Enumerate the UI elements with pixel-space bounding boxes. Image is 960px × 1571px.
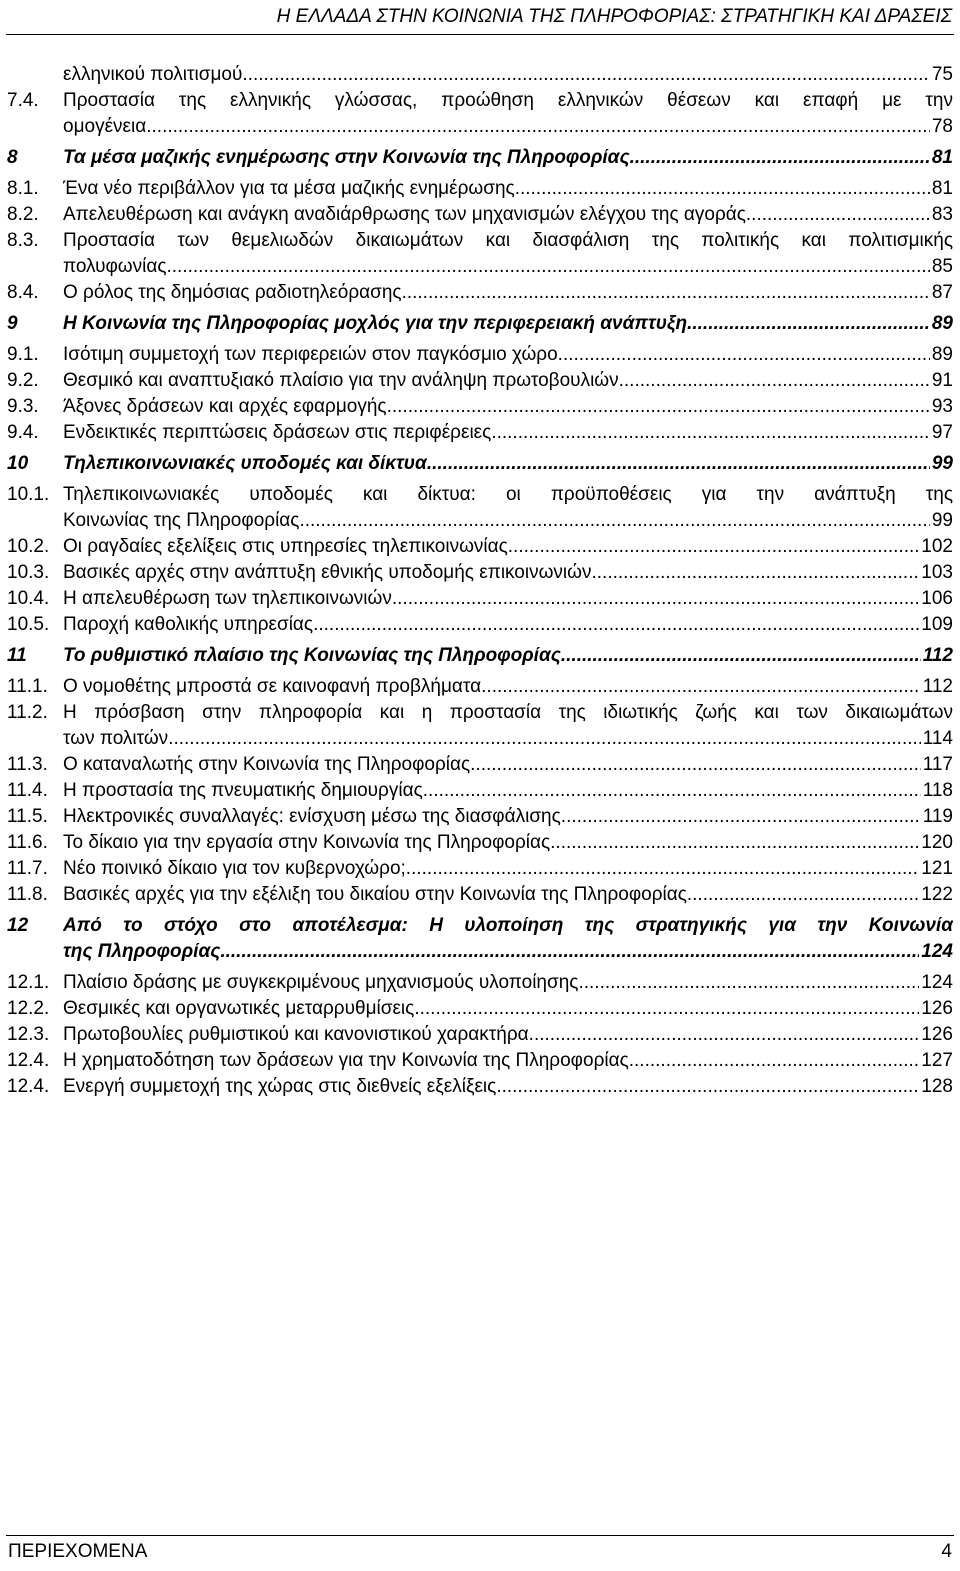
toc-entry[interactable]: [7, 534, 953, 560]
toc-entry-title: Η προστασία της πνευματικής δημιουργίας: [63, 780, 423, 801]
dot-leader: [496, 1074, 919, 1100]
toc-entry-number: 8.3.: [7, 230, 39, 251]
dot-leader: [313, 612, 919, 638]
toc-entry[interactable]: [7, 700, 953, 752]
toc-entry-title: Ο νομοθέτης μπροστά σε καινοφανή προβλήματα: [63, 676, 482, 697]
dot-leader: [427, 451, 930, 477]
toc-entry-page: 91: [931, 370, 953, 391]
toc-entry[interactable]: [7, 176, 953, 202]
toc-entry-page: 103: [921, 562, 953, 583]
toc-entry-number: 10.4.: [7, 588, 50, 609]
toc-entry-number: 11.1.: [7, 676, 48, 697]
toc-entry-number: 10.1.: [7, 484, 50, 505]
toc-entry-number: 10: [7, 453, 29, 474]
dot-leader: [406, 856, 920, 882]
dot-leader: [550, 830, 919, 856]
dot-leader: [561, 804, 921, 830]
toc-entry-page: 120: [921, 832, 953, 853]
toc-chapter-entry[interactable]: [7, 145, 953, 171]
toc-entry-title: Η Κοινωνία της Πληροφορίας μοχλός για την περιφερειακή ανάπτυξη: [63, 313, 688, 334]
dot-leader: [529, 1022, 920, 1048]
toc-entry-page: 106: [921, 588, 953, 609]
toc-entry-title: Τηλεπικοινωνιακές υποδομές και δίκτυα: οι προϋποθέσεις για την ανάπτυξη της: [63, 484, 953, 505]
footer-section-label: ΠΕΡΙΕΧΟΜΕΝΑ: [8, 1541, 148, 1562]
toc-entry[interactable]: [7, 1022, 953, 1048]
toc-entry-number: 11.4.: [7, 780, 48, 801]
toc-entry-page: 102: [921, 536, 953, 557]
toc-entry-title: Οι ραγδαίες εξελίξεις στις υπηρεσίες τηλεπικοινωνίας: [63, 536, 508, 557]
toc-entry-title: Η χρηματοδότηση των δράσεων για την Κοινωνία της Πληροφορίας: [63, 1050, 629, 1071]
toc-entry-page: 127: [921, 1050, 953, 1071]
toc-entry-number: 12.4.: [7, 1076, 50, 1097]
toc-entry[interactable]: [7, 856, 953, 882]
dot-leader: [414, 996, 919, 1022]
toc-entry-title: Νέο ποινικό δίκαιο για τον κυβερνοχώρο;: [63, 858, 406, 879]
toc-entry-number: 7.4.: [7, 90, 39, 111]
toc-entry-title: Από το στόχο στο αποτέλεσμα: Η υλοποίηση της στρατηγικής για την Κοινωνία: [63, 915, 953, 936]
toc-entry-number: 12.3.: [7, 1024, 50, 1045]
toc-entry-page: 112: [922, 645, 953, 666]
toc-entry-number: 12: [7, 915, 29, 936]
toc-entry-number: 11: [7, 645, 27, 666]
toc-chapter-entry[interactable]: [7, 451, 953, 477]
toc-entry-number: 9.1.: [7, 344, 39, 365]
toc-entry[interactable]: [7, 752, 953, 778]
toc-entry-page: 81: [931, 178, 953, 199]
toc-entry-number: 8.4.: [7, 282, 39, 303]
dot-leader: [561, 643, 921, 669]
toc-entry-page: 78: [931, 116, 953, 137]
toc-chapter-entry[interactable]: [7, 643, 953, 669]
toc-entry[interactable]: [7, 674, 953, 700]
toc-entry-title: Απελευθέρωση και ανάγκη αναδιάρθρωσης των μηχανισμών ελέγχου της αγοράς: [63, 204, 746, 225]
toc-entry[interactable]: [7, 830, 953, 856]
toc-entry[interactable]: [7, 62, 953, 88]
toc-entry-title: Άξονες δράσεων και αρχές εφαρμογής: [63, 396, 387, 417]
toc-entry-page: 87: [931, 282, 953, 303]
toc-entry-title: Βασικές αρχές στην ανάπτυξη εθνικής υποδομής επικοινωνιών: [63, 562, 592, 583]
toc-entry-page: 114: [922, 728, 953, 749]
dot-leader: [481, 674, 921, 700]
dot-leader: [629, 1048, 920, 1074]
toc-entry[interactable]: [7, 280, 953, 306]
toc-entry[interactable]: [7, 804, 953, 830]
toc-entry-page: 126: [921, 998, 953, 1019]
dot-leader: [578, 970, 919, 996]
toc-entry[interactable]: [7, 882, 953, 908]
toc-entry-page: 109: [921, 614, 953, 635]
toc-entry-title: Πλαίσιο δράσης με συγκεκριμένους μηχανισμούς υλοποίησης: [63, 972, 579, 993]
toc-entry-title: Το δίκαιο για την εργασία στην Κοινωνία της Πληροφορίας: [63, 832, 551, 853]
toc-entry-number: 9.2.: [7, 370, 39, 391]
dot-leader: [423, 778, 921, 804]
toc-entry-page: 117: [922, 754, 953, 775]
toc-entry[interactable]: [7, 482, 953, 534]
toc-entry[interactable]: [7, 996, 953, 1022]
toc-entry-number: 8.2.: [7, 204, 39, 225]
toc-entry[interactable]: [7, 342, 953, 368]
toc-entry-page: 89: [931, 344, 953, 365]
toc-entry-page: 118: [922, 780, 953, 801]
toc-entry-page: 119: [922, 806, 953, 827]
dot-leader: [591, 560, 919, 586]
toc-entry-page: 83: [931, 204, 953, 225]
dot-leader: [387, 394, 930, 420]
toc-entry-page: 121: [921, 858, 953, 879]
toc-entry-title-continuation: των πολιτών: [63, 728, 169, 749]
toc-entry-page: 112: [922, 676, 953, 697]
toc-entry-number: 12.2.: [7, 998, 50, 1019]
toc-entry-number: 12.4.: [7, 1050, 50, 1071]
toc-entry-page: 128: [921, 1076, 953, 1097]
toc-entry-number: 8: [7, 147, 18, 168]
toc-entry-title: Τα μέσα μαζικής ενημέρωσης στην Κοινωνία της Πληροφορίας: [63, 147, 630, 168]
toc-entry-page: 75: [931, 64, 953, 85]
toc-entry-title: Η πρόσβαση στην πληροφορία και η προστασία της ιδιωτικής ζωής και των δικαιωμάτων: [63, 702, 953, 723]
toc-entry-title: Πρωτοβουλίες ρυθμιστικού και κανονιστικού χαρακτήρα: [63, 1024, 529, 1045]
toc-entry[interactable]: [7, 1074, 953, 1100]
dot-leader: [167, 254, 930, 280]
toc-entry-title: Ενεργή συμμετοχή της χώρας στις διεθνείς εξελίξεις: [63, 1076, 497, 1097]
toc-entry-number: 10.3.: [7, 562, 50, 583]
toc-entry-page: 93: [931, 396, 953, 417]
dot-leader: [687, 311, 930, 337]
toc-entry-title: Θεσμικές και οργανωτικές μεταρρυθμίσεις: [63, 998, 415, 1019]
toc-entry-title: Η απελευθέρωση των τηλεπικοινωνιών: [63, 588, 392, 609]
toc-entry[interactable]: [7, 420, 953, 446]
toc-entry[interactable]: [7, 228, 953, 280]
toc-entry-number: 9: [7, 313, 18, 334]
toc-entry-title: ελληνικού πολιτισμού: [63, 64, 243, 85]
toc-entry-title: Ο ρόλος της δημόσιας ραδιοτηλεόρασης: [63, 282, 402, 303]
toc-entry-number: 11.5.: [7, 806, 48, 827]
toc-entry-page: 81: [931, 147, 953, 168]
toc-entry-page: 126: [921, 1024, 953, 1045]
dot-leader: [402, 280, 930, 306]
running-header: Η ΕΛΛΑΔΑ ΣΤΗΝ ΚΟΙΝΩΝΙΑ ΤΗΣ ΠΛΗΡΟΦΟΡΙΑΣ: ΣΤΡΑΤΗΓΙΚΗ ΚΑΙ ΔΡΑΣΕΙΣ: [276, 6, 952, 27]
toc-entry[interactable]: [7, 1048, 953, 1074]
toc-entry-title: Ηλεκτρονικές συναλλαγές: ενίσχυση μέσω της διασφάλισης: [63, 806, 561, 827]
dot-leader: [470, 752, 921, 778]
toc-entry[interactable]: [7, 970, 953, 996]
toc-entry-title: Το ρυθμιστικό πλαίσιο της Κοινωνίας της Πληροφορίας: [63, 645, 561, 666]
toc-entry-number: 11.2.: [7, 702, 48, 723]
toc-entry-title: Ένα νέο περιβάλλον για τα μέσα μαζικής ενημέρωσης: [63, 178, 515, 199]
dot-leader: [168, 726, 921, 752]
toc-entry-number: 9.4.: [7, 422, 39, 443]
dot-leader: [220, 939, 919, 965]
header-rule: [6, 34, 954, 35]
dot-leader: [558, 342, 930, 368]
toc-entry[interactable]: [7, 560, 953, 586]
dot-leader: [392, 586, 919, 612]
dot-leader: [515, 176, 930, 202]
toc-entry-title-continuation: πολυφωνίας: [63, 256, 167, 277]
footer-rule: [6, 1535, 954, 1536]
toc-entry-title-continuation: Κοινωνίας της Πληροφορίας: [63, 510, 300, 531]
dot-leader: [242, 62, 929, 88]
toc-entry[interactable]: [7, 88, 953, 140]
toc-entry-number: 8.1.: [7, 178, 39, 199]
toc-chapter-entry[interactable]: [7, 913, 953, 965]
toc-entry-number: 11.8.: [7, 884, 48, 905]
toc-entry-page: 124: [921, 972, 953, 993]
footer-page-number: 4: [941, 1541, 952, 1562]
dot-leader: [746, 202, 930, 228]
toc-entry-title: Προστασία της ελληνικής γλώσσας, προώθηση ελληνικών θέσεων και επαφή με την: [63, 90, 953, 111]
toc-entry-title-continuation: της Πληροφορίας: [63, 941, 221, 962]
toc-entry[interactable]: [7, 778, 953, 804]
toc-entry-number: 11.6.: [7, 832, 48, 853]
toc-entry-number: 10.2.: [7, 536, 50, 557]
toc-entry-title-continuation: ομογένεια: [63, 116, 147, 137]
toc-entry-title: Τηλεπικοινωνιακές υποδομές και δίκτυα: [63, 453, 427, 474]
dot-leader: [687, 882, 919, 908]
toc-entry-page: 89: [931, 313, 953, 334]
toc-entry-title: Ενδεικτικές περιπτώσεις δράσεων στις περιφέρειες: [63, 422, 492, 443]
toc-entry-page: 85: [931, 256, 953, 277]
toc-entry-page: 99: [931, 453, 953, 474]
dot-leader: [508, 534, 920, 560]
toc-entry-page: 97: [931, 422, 953, 443]
dot-leader: [619, 368, 930, 394]
dot-leader: [146, 114, 930, 140]
toc-entry-title: Βασικές αρχές για την εξέλιξη του δικαίου στην Κοινωνία της Πληροφορίας: [63, 884, 687, 905]
toc-entry-number: 11.3.: [7, 754, 48, 775]
toc-entry-title: Ισότιμη συμμετοχή των περιφερειών στον παγκόσμιο χώρο: [63, 344, 558, 365]
toc-entry[interactable]: [7, 394, 953, 420]
toc-entry[interactable]: [7, 612, 953, 638]
toc-chapter-entry[interactable]: [7, 311, 953, 337]
toc-entry-number: [7, 62, 63, 88]
toc-entry-number: 10.5.: [7, 614, 50, 635]
toc-entry-page: 99: [931, 510, 953, 531]
dot-leader: [299, 508, 929, 534]
toc-entry-page: 122: [921, 884, 953, 905]
toc-entry-title: Ο καταναλωτής στην Κοινωνία της Πληροφορίας: [63, 754, 471, 775]
toc-entry-title: Προστασία των θεμελιωδών δικαιωμάτων και διασφάλιση της πολιτικής και πολιτισμικής: [63, 230, 953, 251]
toc-entry-title: Παροχή καθολικής υπηρεσίας: [63, 614, 314, 635]
toc-entry-page: 124: [921, 941, 953, 962]
toc-entry-number: 12.1.: [7, 972, 50, 993]
toc-entry-number: 11.7.: [7, 858, 48, 879]
toc-entry-title: Θεσμικό και αναπτυξιακό πλαίσιο για την ανάληψη πρωτοβουλιών: [63, 370, 619, 391]
toc-entry[interactable]: [7, 368, 953, 394]
toc-entry[interactable]: [7, 586, 953, 612]
toc-entry[interactable]: [7, 202, 953, 228]
dot-leader: [491, 420, 930, 446]
toc-entry-number: 9.3.: [7, 396, 39, 417]
table-of-contents: [7, 62, 953, 1100]
dot-leader: [630, 145, 930, 171]
